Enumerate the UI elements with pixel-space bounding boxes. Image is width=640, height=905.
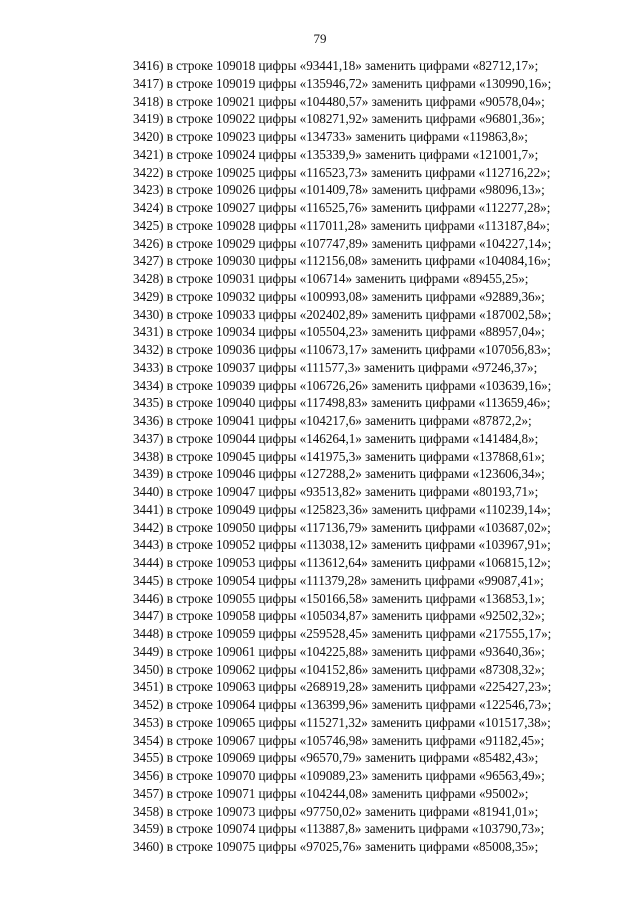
- amendment-line: 3440) в строке 109047 цифры «93513,82» заменить цифрами «80193,71»;: [133, 484, 539, 499]
- amendment-line: 3431) в строке 109034 цифры «105504,23» заменить цифрами «88957,04»;: [133, 324, 545, 340]
- amendment-line: 3456) в строке 109070 цифры «109089,23» заменить цифрами «96563,49»;: [133, 768, 545, 783]
- amendment-line: 3443) в строке 109052 цифры «113038,12» заменить цифрами «103967,91»;: [133, 537, 551, 553]
- amendment-line: 3459) в строке 109074 цифры «113887,8» заменить цифрами «103790,73»;: [133, 821, 545, 837]
- amendment-line: 3420) в строке 109023 цифры «134733» заменить цифрами «119863,8»;: [133, 129, 528, 144]
- amendment-line: 3432) в строке 109036 цифры «110673,17» заменить цифрами «107056,83»;: [133, 342, 551, 357]
- amendment-line: 3422) в строке 109025 цифры «116523,73» заменить цифрами «112716,22»;: [133, 164, 551, 180]
- amendment-line: 3435) в строке 109040 цифры «117498,83» заменить цифрами «113659,46»;: [133, 395, 551, 411]
- page-number: 79: [313, 31, 327, 46]
- amendment-line: 3430) в строке 109033 цифры «202402,89» заменить цифрами «187002,58»;: [133, 306, 552, 322]
- amendment-line: 3418) в строке 109021 цифры «104480,57» заменить цифрами «90578,04»;: [133, 93, 545, 109]
- amendment-line: 3419) в строке 109022 цифры «108271,92» заменить цифрами «96801,36»;: [133, 111, 545, 127]
- amendment-line: 3427) в строке 109030 цифры «112156,08» заменить цифрами «104084,16»;: [133, 253, 551, 269]
- amendment-list: [133, 57, 603, 856]
- amendment-line: 3446) в строке 109055 цифры «150166,58» заменить цифрами «136853,1»;: [133, 590, 545, 606]
- amendment-line: 3433) в строке 109037 цифры «111577,3» заменить цифрами «97246,37»;: [133, 359, 538, 375]
- amendment-line: 3444) в строке 109053 цифры «113612,64» заменить цифрами «106815,12»;: [133, 555, 551, 570]
- amendment-line: 3426) в строке 109029 цифры «107747,89» заменить цифрами «104227,14»;: [133, 235, 552, 251]
- amendment-line: 3450) в строке 109062 цифры «104152,86» заменить цифрами «87308,32»;: [133, 661, 545, 677]
- amendment-line: 3448) в строке 109059 цифры «259528,45» заменить цифрами «217555,17»;: [133, 626, 552, 641]
- amendment-line: 3434) в строке 109039 цифры «106726,26» заменить цифрами «103639,16»;: [133, 377, 552, 393]
- amendment-line: 3428) в строке 109031 цифры «106714» заменить цифрами «89455,25»;: [133, 271, 529, 286]
- amendment-line: 3429) в строке 109032 цифры «100993,08» заменить цифрами «92889,36»;: [133, 288, 545, 304]
- amendment-line: 3437) в строке 109044 цифры «146264,1» заменить цифрами «141484,8»;: [133, 430, 539, 446]
- amendment-line: 3449) в строке 109061 цифры «104225,88» заменить цифрами «93640,36»;: [133, 643, 545, 659]
- amendment-line: 3447) в строке 109058 цифры «105034,87» заменить цифрами «92502,32»;: [133, 608, 545, 624]
- amendment-line: 3458) в строке 109073 цифры «97750,02» заменить цифрами «81941,01»;: [133, 803, 539, 819]
- amendment-line: 3455) в строке 109069 цифры «96570,79» заменить цифрами «85482,43»;: [133, 750, 539, 766]
- amendment-line: 3424) в строке 109027 цифры «116525,76» заменить цифрами «112277,28»;: [133, 200, 551, 215]
- amendment-line: 3442) в строке 109050 цифры «117136,79» заменить цифрами «103687,02»;: [133, 519, 551, 535]
- amendment-line: 3453) в строке 109065 цифры «115271,32» заменить цифрами «101517,38»;: [133, 714, 551, 730]
- amendment-line: 3439) в строке 109046 цифры «127288,2» заменить цифрами «123606,34»;: [133, 466, 545, 482]
- amendment-line: 3425) в строке 109028 цифры «117011,28» заменить цифрами «113187,84»;: [133, 217, 550, 233]
- amendment-line: 3452) в строке 109064 цифры «136399,96» заменить цифрами «122546,73»;: [133, 697, 552, 712]
- amendment-line: 3445) в строке 109054 цифры «111379,28» заменить цифрами «99087,41»;: [133, 572, 544, 588]
- amendment-line: 3417) в строке 109019 цифры «135946,72» заменить цифрами «130990,16»;: [133, 75, 552, 91]
- amendment-line: 3416) в строке 109018 цифры «93441,18» заменить цифрами «82712,17»;: [133, 58, 539, 73]
- amendment-line: 3457) в строке 109071 цифры «104244,08» заменить цифрами «95002»;: [133, 785, 529, 801]
- amendment-line: 3438) в строке 109045 цифры «141975,3» заменить цифрами «137868,61»;: [133, 448, 545, 464]
- amendment-line: 3454) в строке 109067 цифры «105746,98» заменить цифрами «91182,45»;: [133, 732, 545, 748]
- amendment-line: 3421) в строке 109024 цифры «135339,9» заменить цифрами «121001,7»;: [133, 146, 539, 162]
- amendment-line: 3451) в строке 109063 цифры «268919,28» заменить цифрами «225427,23»;: [133, 679, 552, 695]
- amendment-line: 3423) в строке 109026 цифры «101409,78» заменить цифрами «98096,13»;: [133, 182, 545, 198]
- amendment-line: 3436) в строке 109041 цифры «104217,6» заменить цифрами «87872,2»;: [133, 413, 532, 428]
- amendment-line: 3460) в строке 109075 цифры «97025,76» заменить цифрами «85008,35»;: [133, 839, 539, 854]
- amendment-line: 3441) в строке 109049 цифры «125823,36» заменить цифрами «110239,14»;: [133, 501, 551, 517]
